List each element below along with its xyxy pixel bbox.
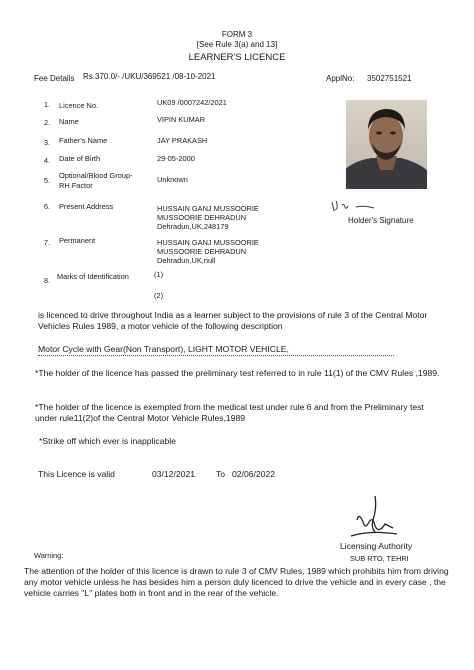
name-value: VIPIN KUMAR: [157, 115, 206, 124]
permanent-address-line: Dehradun,UK,null: [157, 256, 216, 265]
licence-no-label: Licence No.: [59, 101, 99, 110]
present-address-line: Dehradun,UK,248179: [157, 222, 229, 231]
present-address-line: HUSSAIN GANJ MUSSOORIE: [157, 204, 259, 213]
name-label: Name: [59, 117, 79, 126]
holder-signature-label: Holder's Signature: [348, 216, 414, 225]
licence-no-value: UK09 /0007242/2021: [157, 98, 227, 107]
medical-exemption-note: *The holder of the licence is exempted from the medical test under rule 6 and from the Preliminary test under rule11(2)of the Central Motor Vehicle Rules,1989: [35, 402, 424, 423]
document-title: LEARNER'S LICENCE: [188, 52, 286, 63]
licensing-authority-title: Licensing Authority: [340, 541, 413, 551]
blood-group-value: Unknown: [157, 175, 188, 184]
licence-description: is licenced to drive throughout India as a learner subject to the provisions of rule 3 of the Central Motor Vehicles Rules 1989, a motor vehicle of the following description: [38, 310, 428, 331]
form-number: FORM 3: [221, 30, 253, 39]
blood-group-label-line2: RH Factor: [59, 181, 93, 190]
field-number: 2.: [44, 118, 50, 127]
vehicle-classes: Motor Cycle with Gear(Non Transport), LIGHT MOTOR VEHICLE,: [38, 344, 394, 356]
preliminary-test-note: *The holder of the licence has passed the preliminary test referred to in rule 11(1) of the CMV Rules ,1989.: [35, 368, 440, 378]
warning-text: The attention of the holder of this licence is drawn to rule 3 of CMV Rules, 1989 which prohibits him from driving any motor vehicle unless he has besides him a person duly licenced to drive the vehicle and in every case , the vehicle carries "L" plates both in front and in the rear of the vehicle.: [24, 566, 449, 598]
present-address-label: Present Address: [59, 202, 114, 211]
identification-marks-label: Marks of Identification: [57, 272, 129, 281]
identification-mark: (2): [154, 291, 164, 300]
validity-label: This Licence is valid: [38, 469, 115, 479]
field-number: 3.: [44, 138, 50, 147]
appl-no-value: 3502751521: [367, 74, 412, 83]
form-header: [0, 30, 474, 50]
fee-label: Fee Details: [34, 74, 75, 83]
appl-no-label: ApplNo:: [326, 74, 355, 83]
strike-off-note: *Strike off which ever is inapplicable: [39, 436, 176, 446]
valid-from: 03/12/2021: [152, 469, 196, 479]
dob-value: 29-05-2000: [157, 154, 195, 163]
warning-label: Warning:: [34, 551, 64, 560]
field-number: 4.: [44, 156, 50, 165]
fee-value: Rs.370.0/- /UKU/369521 /08-10-2021: [83, 72, 216, 81]
field-number: 7.: [44, 238, 50, 247]
present-address-line: MUSSOORIE DEHRADUN: [157, 213, 247, 222]
field-number: 1.: [44, 100, 50, 109]
field-number: 5.: [44, 176, 50, 185]
permanent-address-label: Permanent: [59, 236, 96, 245]
dob-label: Date of Birth: [59, 154, 101, 163]
identification-mark: (1): [154, 270, 164, 279]
holder-photo: [346, 100, 427, 189]
father-name-label: Father's Name: [59, 136, 108, 145]
field-number: 6.: [44, 202, 50, 211]
authority-signature-scribble: [345, 494, 403, 542]
permanent-address-line: HUSSAIN GANJ MUSSOORIE: [157, 238, 259, 247]
blood-group-label-line1: Optional/Blood Group-: [59, 171, 133, 180]
father-name-value: JAY PRAKASH: [157, 136, 208, 145]
holder-signature-scribble: [330, 198, 390, 214]
licensing-authority-office: SUB RTO, TEHRI: [350, 554, 409, 563]
rule-reference: [See Rule 3(a) and 13]: [196, 40, 278, 49]
valid-to: 02/06/2022: [232, 469, 276, 479]
validity-to-label: To: [216, 469, 226, 479]
permanent-address-line: MUSSOORIE DEHRADUN: [157, 247, 247, 256]
field-number: 8.: [44, 276, 50, 285]
